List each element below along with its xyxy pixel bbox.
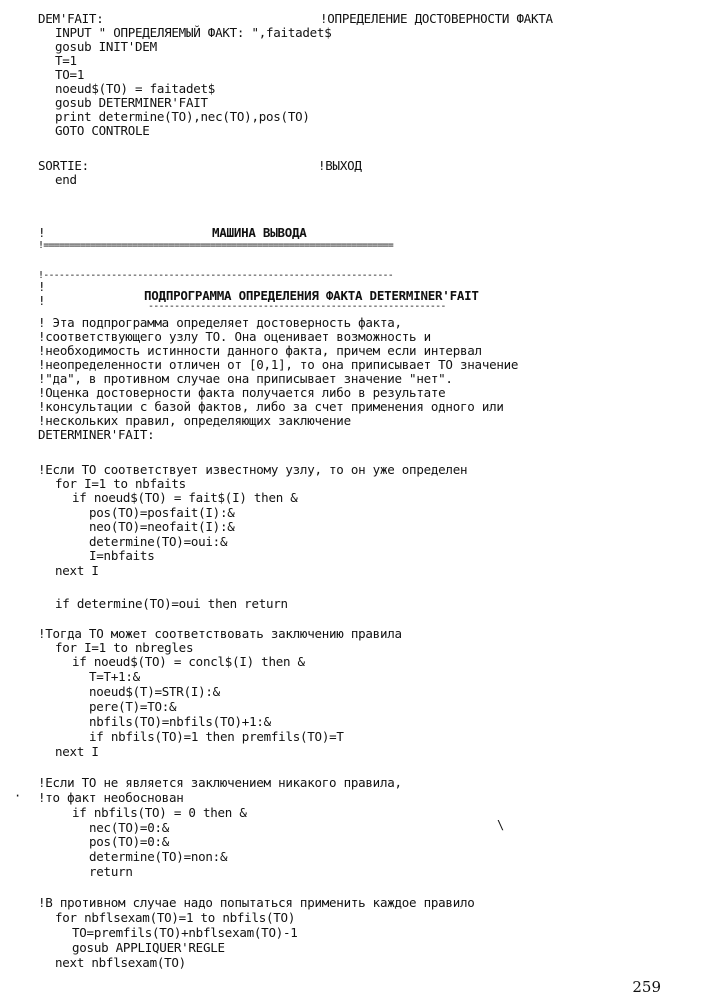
code-line: !неопределенности отличен от [0,1], то она приписывает TO значение: [38, 357, 519, 372]
code-line: DETERMINER'FAIT:: [38, 427, 155, 442]
code-line: pere(T)=TO:&: [89, 699, 177, 714]
code-line: for nbflsexam(TO)=1 to nbfils(TO): [55, 910, 296, 925]
stray-mark: \: [497, 818, 505, 832]
code-line: DEM'FAIT:: [38, 11, 104, 26]
code-line: !: [38, 279, 46, 294]
code-line: print determine(TO),nec(TO),pos(TO): [55, 109, 310, 124]
code-line: nec(TO)=0:&: [89, 820, 170, 835]
code-line: !В противном случае надо попытаться применить каждое правило: [38, 895, 475, 910]
code-line: !необходимость истинности данного факта, причем если интервал: [38, 343, 482, 358]
code-line: GOTO CONTROLE: [55, 123, 150, 138]
code-line: TO=premfils(TO)+nbflsexam(TO)-1: [72, 925, 298, 940]
code-line: pos(TO)=0:&: [89, 834, 170, 849]
title-underline: ---------------------------------------------------------: [148, 301, 446, 312]
code-line: INPUT " ОПРЕДЕЛЯЕМЫЙ ФАКТ: ",faitadet$: [55, 25, 332, 40]
code-line: end: [55, 172, 77, 187]
code-line: !: [38, 225, 46, 240]
code-line: if noeud$(TO) = concl$(I) then &: [72, 654, 305, 669]
code-line: !Тогда TO может соответствовать заключению правила: [38, 626, 402, 641]
code-line: if nbfils(TO)=1 then premfils(TO)=T: [89, 729, 344, 744]
code-line: noeud$(TO) = faitadet$: [55, 81, 216, 96]
code-line: next nbflsexam(TO): [55, 955, 186, 970]
code-line: neo(TO)=neofait(I):&: [89, 519, 235, 534]
code-line: !Оценка достоверности факта получается либо в результате: [38, 385, 446, 400]
page-number: 259: [632, 978, 661, 996]
code-line: !Если TO не является заключением никакого правила,: [38, 775, 402, 790]
code-line: !ОПРЕДЕЛЕНИЕ ДОСТОВЕРНОСТИ ФАКТА: [320, 11, 553, 26]
dashed-rule-top: !-------------------------------------------------------------------: [38, 270, 393, 281]
double-rule: !===================================================================: [38, 240, 393, 251]
code-line: !: [38, 293, 46, 308]
code-line: determine(TO)=oui:&: [89, 534, 228, 549]
code-line: !ВЫХОД: [318, 158, 362, 173]
code-line: next I: [55, 744, 99, 759]
code-line: !соответствующего узлу TO. Она оценивает возможность и: [38, 329, 431, 344]
code-line: noeud$(T)=STR(I):&: [89, 684, 220, 699]
code-line: return: [89, 864, 133, 879]
code-line: !консультации с базой фактов, либо за счет применения одного или: [38, 399, 504, 414]
code-line: for I=1 to nbfaits: [55, 476, 186, 491]
code-line: !Если TO соответствует известному узлу, то он уже определен: [38, 462, 468, 477]
code-line: TO=1: [55, 67, 85, 82]
code-line: !"да", в противном случае она приписывает значение "нет".: [38, 371, 453, 386]
code-line: МАШИНА ВЫВОДА: [212, 225, 307, 240]
code-line: T=1: [55, 53, 77, 68]
stray-mark: ·: [14, 789, 22, 803]
code-line: !то факт необоснован: [38, 790, 184, 805]
code-line: next I: [55, 563, 99, 578]
code-line: gosub DETERMINER'FAIT: [55, 95, 208, 110]
code-line: if nbfils(TO) = 0 then &: [72, 805, 247, 820]
code-line: gosub INIT'DEM: [55, 39, 157, 54]
code-line: nbfils(TO)=nbfils(TO)+1:&: [89, 714, 271, 729]
code-line: ! Эта подпрограмма определяет достоверность факта,: [38, 315, 402, 330]
code-line: gosub APPLIQUER'REGLE: [72, 940, 225, 955]
code-line: T=T+1:&: [89, 669, 140, 684]
code-line: I=nbfaits: [89, 548, 155, 563]
code-line: ПОДПРОГРАММА ОПРЕДЕЛЕНИЯ ФАКТА DETERMINER'FAIT: [144, 288, 479, 303]
code-line: !нескольких правил, определяющих заключение: [38, 413, 351, 428]
code-line: if determine(TO)=oui then return: [55, 596, 288, 611]
code-line: if noeud$(TO) = fait$(I) then &: [72, 490, 298, 505]
code-line: for I=1 to nbregles: [55, 640, 194, 655]
code-line: determine(TO)=non:&: [89, 849, 228, 864]
code-line: SORTIE:: [38, 158, 89, 173]
code-line: pos(TO)=posfait(I):&: [89, 505, 235, 520]
